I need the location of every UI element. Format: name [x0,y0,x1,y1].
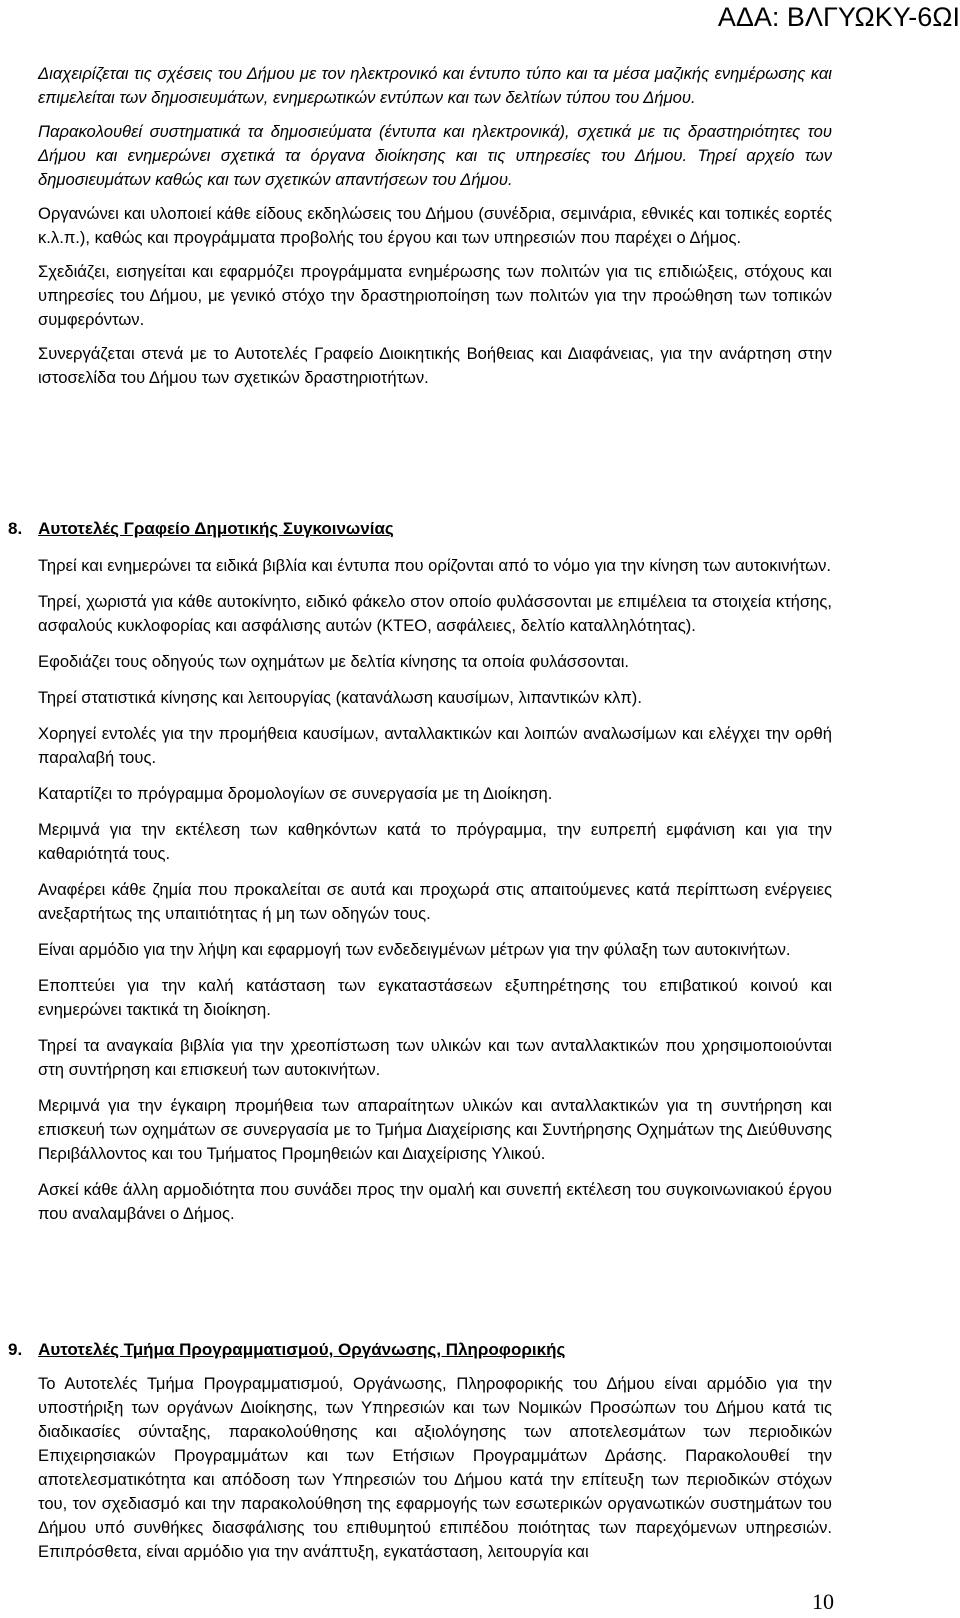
section-8-heading [8,519,394,539]
ada-code: ΑΔΑ: ΒΛΓΥΩΚΥ-6ΩΙ [717,2,960,32]
paragraph: Τηρεί, χωριστά για κάθε αυτοκίνητο, ειδικό φάκελο στον οποίο φυλάσσονται με επιμέλεια τα στοιχεία κτήσης, ασφαλούς κυκλοφορίας και ασφάλισης αυτών (ΚΤΕΟ, ασφάλειες, δελτίο καταλληλότητας). [38,592,832,635]
paragraph: Τηρεί και ενημερώνει τα ειδικά βιβλία και έντυπα που ορίζονται από το νόμο για την κίνηση των αυτοκινήτων. [38,556,831,575]
section-title: Αυτοτελές Τμήμα Προγραμματισμού, Οργάνωσης, Πληροφορικής [38,1340,566,1359]
paragraph: Αναφέρει κάθε ζημία που προκαλείται σε αυτά και προχωρά στις απαιτούμενες κατά περίπτωση ενέργειες ανεξαρτήτως της υπαιτιότητας ή μη των οδηγών τους. [38,880,832,923]
paragraph: Σχεδιάζει, εισηγείται και εφαρμόζει προγράμματα ενημέρωσης των πολιτών για τις επιδιώξεις, στόχους και υπηρεσίες του Δήμου, με γενικό στόχο την δραστηριοποίηση των πολιτών για την προώθηση των τοπικών συμφερόντων. [38,262,832,329]
section-number: 9. [8,1340,23,1359]
paragraph: Χορηγεί εντολές για την προμήθεια καυσίμων, ανταλλακτικών και λοιπών αναλωσίμων και ελέγχει την ορθή παραλαβή τους. [38,724,832,767]
section-8-body [38,554,832,1226]
paragraph: Παρακολουθεί συστηματικά τα δημοσιεύματα (έντυπα και ηλεκτρονικά), σχετικά με τις δραστηριότητες του Δήμου και ενημερώνει σχετικά τα όργανα διοίκησης και τις υπηρεσίες του Δήμου. Τηρεί αρχείο των δημοσιευμάτων καθώς και των σχετικών απαντήσεων του Δήμου. [38,122,832,189]
section-9-body [38,1372,832,1564]
paragraph: Οργανώνει και υλοποιεί κάθε είδους εκδηλώσεις του Δήμου (συνέδρια, σεμινάρια, εθνικές και τοπικές εορτές κ.λ.π.), καθώς και προγράμματα προβολής του έργου και των υπηρεσιών που παρέχει ο Δήμος. [38,204,832,247]
paragraph: Το Αυτοτελές Τμήμα Προγραμματισμού, Οργάνωσης, Πληροφορικής του Δήμου είναι αρμόδιο για την υποστήριξη των οργάνων Διοίκησης, των Υπηρεσιών και των Νομικών Προσώπων του Δήμου κατά τις διαδικασίες σύνταξης, παρακολούθησης και αξιολόγησης των αποτελεσμάτων των περιοδικών Επιχειρησιακών Προγραμμάτων και των Ετήσιων Προγραμμάτων Δράσης. Παρακολουθεί την αποτελεσματικότητα και απόδοση των Υπηρεσιών του Δήμου κατά την επίτευξη των περιοδικών στόχων του, τον σχεδιασμό και την παρακολούθηση της εφαρμογής των εσωτερικών οργανωτικών συστημάτων του Δήμου υπό συνθήκες διασφάλισης του επιθυμητού επιπέδου ποιότητας των παρεχόμενων υπηρεσιών. Επιπρόσθετα, είναι αρμόδιο για την ανάπτυξη, εγκατάσταση, λειτουργία και [38,1374,832,1561]
paragraph: Μεριμνά για την εκτέλεση των καθηκόντων κατά το πρόγραμμα, την ευπρεπή εμφάνιση και για την καθαριότητά τους. [38,820,832,863]
paragraph: Είναι αρμόδιο για την λήψη και εφαρμογή των ενδεδειγμένων μέτρων για την φύλαξη των αυτοκινήτων. [38,940,791,959]
paragraph: Τηρεί στατιστικά κίνησης και λειτουργίας (κατανάλωση καυσίμων, λιπαντικών κλπ). [38,688,642,707]
paragraph: Ασκεί κάθε άλλη αρμοδιότητα που συνάδει προς την ομαλή και συνεπή εκτέλεση του συγκοινωνιακού έργου που αναλαμβάνει ο Δήμος. [38,1180,832,1223]
paragraph: Εφοδιάζει τους οδηγούς των οχημάτων με δελτία κίνησης τα οποία φυλάσσονται. [38,652,630,671]
page-number: 10 [812,1589,834,1614]
paragraph: Συνεργάζεται στενά με το Αυτοτελές Γραφείο Διοικητικής Βοήθειας και Διαφάνειας, για την ανάρτηση στην ιστοσελίδα του Δήμου των σχετικών δραστηριοτήτων. [38,344,832,387]
section-9-heading [8,1340,565,1360]
paragraph: Εποπτεύει για την καλή κατάσταση των εγκαταστάσεων εξυπηρέτησης του επιβατικού κοινού και ενημερώνει τακτικά τη διοίκηση. [38,976,832,1019]
paragraph: Τηρεί τα αναγκαία βιβλία για την χρεοπίστωση των υλικών και των ανταλλακτικών που χρησιμοποιούνται στη συντήρηση και επισκευή των αυτοκινήτων. [38,1036,832,1079]
section-number: 8. [8,519,23,538]
paragraph: Μεριμνά για την έγκαιρη προμήθεια των απαραίτητων υλικών και ανταλλακτικών για τη συντήρηση και επισκευή των οχημάτων σε συνεργασία με το Τμήμα Διαχείρισης και Συντήρησης Οχημάτων της Διεύθυνσης Περιβάλλοντος και του Τμήματος Προμηθειών και Διαχείρισης Υλικού. [38,1096,832,1163]
paragraph: Καταρτίζει το πρόγραμμα δρομολογίων σε συνεργασία με τη Διοίκηση. [38,784,553,803]
paragraph: Διαχειρίζεται τις σχέσεις του Δήμου με τον ηλεκτρονικό και έντυπο τύπο και τα μέσα μαζικής ενημέρωσης και επιμελείται των δημοσιευμάτων, ενημερωτικών εντύπων και των δελτίων τύπου του Δήμου. [38,64,832,107]
section-title: Αυτοτελές Γραφείο Δημοτικής Συγκοινωνίας [38,519,394,538]
intro-block [38,62,832,390]
